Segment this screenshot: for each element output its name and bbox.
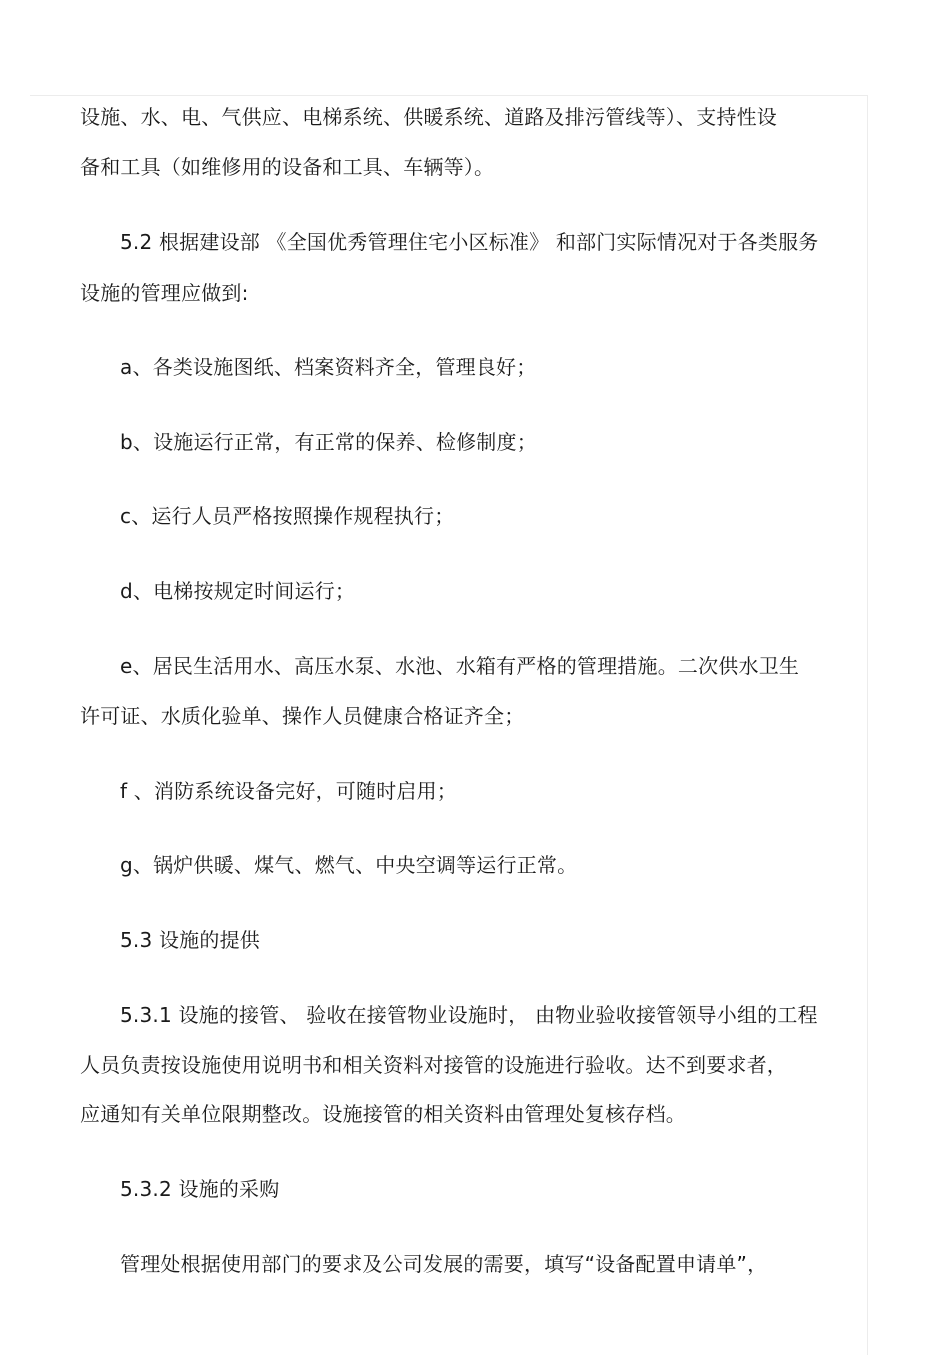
text-line: 应通知有关单位限期整改。设施接管的相关资料由管理处复核存档。 (80, 1102, 686, 1126)
section-5-3-1-heading: 5.3.1 设施的接管、 验收在接管物业设施时， 由物业验收接管领导小组的工程 (120, 1003, 818, 1027)
list-item-g: g、锅炉供暖、煤气、燃气、中央空调等运行正常。 (120, 853, 578, 877)
list-item-d: d、电梯按规定时间运行； (120, 579, 356, 603)
section-5-3-2-heading: 5.3.2 设施的采购 (120, 1177, 280, 1201)
section-5-2-heading: 5.2 根据建设部 《全国优秀管理住宅小区标准》 和部门实际情况对于各类服务 (120, 230, 819, 254)
text-line: 设施、水、电、气供应、电梯系统、供暖系统、道路及排污管线等）、支持性设 (80, 105, 777, 129)
text-line: 设施的管理应做到: (80, 281, 249, 305)
text-line: 管理处根据使用部门的要求及公司发展的需要，填写“设备配置申请单”， (120, 1252, 768, 1276)
list-item-c: c、运行人员严格按照操作规程执行； (120, 504, 455, 528)
list-item-a: a、各类设施图纸、档案资料齐全，管理良好； (120, 355, 537, 379)
text-line: 许可证、水质化验单、操作人员健康合格证齐全； (80, 704, 525, 728)
text-line: 人员负责按设施使用说明书和相关资料对接管的设施进行验收。达不到要求者， (80, 1053, 787, 1077)
text-line: 备和工具（如维修用的设备和工具、车辆等）。 (80, 155, 495, 179)
list-item-f: f 、消防系统设备完好，可随时启用； (120, 779, 457, 803)
list-item-e: e、居民生活用水、高压水泵、水池、水箱有严格的管理措施。二次供水卫生 (120, 654, 800, 678)
section-5-3-heading: 5.3 设施的提供 (120, 928, 260, 952)
list-item-b: b、设施运行正常，有正常的保养、检修制度； (120, 430, 537, 454)
